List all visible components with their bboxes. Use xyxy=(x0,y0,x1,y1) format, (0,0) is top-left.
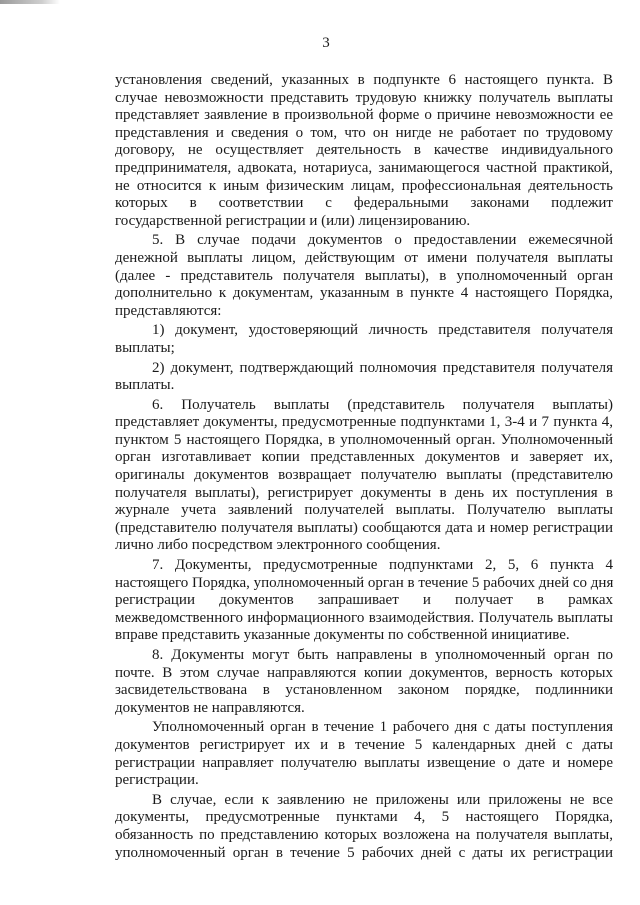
text-line: 2) документ, подтверждающий полномочия представителя получателя xyxy=(152,359,613,376)
text-line: регистрации направляет получателю выплаты извещение о дате и номере xyxy=(115,754,613,771)
paragraph xyxy=(115,557,613,645)
document-body xyxy=(115,72,613,864)
text-line: 6. Получатель выплаты (представитель получателя выплаты) xyxy=(152,396,613,413)
paragraph xyxy=(115,360,613,395)
text-line: которых в соответствии с федеральными законами подлежит xyxy=(115,195,613,212)
text-line: засвидетельствована в установленном законом порядке, подлинники xyxy=(115,682,613,699)
paragraph xyxy=(115,232,613,320)
text-line: обязанность по представлению которых возложена на получателя выплаты, xyxy=(115,826,613,843)
text-line: оригиналы документов возвращает получателю выплаты (представителю xyxy=(115,467,613,484)
paragraph xyxy=(115,647,613,717)
text-line: пунктом 5 настоящего Порядка, в уполномоченный орган. Уполномоченный xyxy=(115,431,613,448)
text-line: почте. В этом случае направляются копии документов, верность которых xyxy=(115,664,613,681)
paragraph xyxy=(115,322,613,357)
text-line: (представителю получателя выплаты) сообщаются дата и номер регистрации xyxy=(115,519,613,536)
text-line: 8. Документы могут быть направлены в уполномоченный орган по xyxy=(152,647,613,663)
text-line: лично либо посредством электронного сообщения. xyxy=(115,537,441,554)
text-line: 7. Документы, предусмотренные подпунктами 2, 5, 6 пункта 4 xyxy=(152,557,613,574)
text-line: представляются: xyxy=(115,302,222,319)
text-line: выплаты. xyxy=(115,377,175,394)
text-line: регистрации документов запрашивает и получает в рамках xyxy=(115,592,613,609)
text-line: документов регистрирует их и в течение 5 календарных дней с даты xyxy=(115,736,613,753)
text-line: предпринимателя, адвоката, нотариуса, занимающегося частной практикой, xyxy=(115,159,613,176)
text-line: государственной регистрации и (или) лицензированию. xyxy=(115,212,471,229)
paragraph xyxy=(115,792,613,862)
page-number: 3 xyxy=(322,35,330,51)
text-line: регистрации. xyxy=(115,772,199,789)
text-line: договору, не осуществляет деятельность в качестве индивидуального xyxy=(115,142,613,159)
text-line: 5. В случае подачи документов о предоставлении ежемесячной xyxy=(152,232,613,249)
text-line: Уполномоченный орган в течение 1 рабочего дня с даты поступления xyxy=(152,719,613,736)
text-line: представляет заявление в произвольной форме о причине невозможности ее xyxy=(115,107,613,124)
text-line: дополнительно к документам, указанным в пункте 4 настоящего Порядка, xyxy=(115,285,613,302)
text-line: (далее - представитель получателя выплаты), в уполномоченный орган xyxy=(115,267,613,284)
paragraph xyxy=(115,397,613,555)
text-line: орган изготавливает копии представленных документов и заверяет их, xyxy=(115,449,613,466)
text-line: не относится к иным физическим лицам, профессиональная деятельность xyxy=(115,177,613,194)
text-line: вправе представить указанные документы по собственной инициативе. xyxy=(115,627,570,644)
text-line: документов не направляются. xyxy=(115,699,305,716)
text-line: представляет документы, предусмотренные подпунктами 1, 3-4 и 7 пункта 4, xyxy=(115,414,613,431)
text-line: документы, предусмотренные пунктами 4, 5 настоящего Порядка, xyxy=(115,809,613,826)
text-line: выплаты; xyxy=(115,339,175,356)
text-line: установления сведений, указанных в подпункте 6 настоящего пункта. В xyxy=(115,72,613,88)
scan-edge-mark xyxy=(0,0,60,4)
text-line: В случае, если к заявлению не приложены или приложены не все xyxy=(152,791,613,808)
text-line: журнале учета заявлений получателей выплаты. Получателю выплаты xyxy=(115,502,613,519)
text-line: межведомственного информационного взаимодействия. Получатель выплаты xyxy=(115,609,613,626)
paragraph xyxy=(115,72,613,230)
text-line: представления и сведения о том, что он нигде не работает по трудовому xyxy=(115,124,613,141)
text-line: настоящего Порядка, уполномоченный орган в течение 5 рабочих дней со дня xyxy=(115,574,614,591)
text-line: 1) документ, удостоверяющий личность представителя получателя xyxy=(152,322,613,339)
paragraph xyxy=(115,719,613,789)
text-line: случае невозможности представить трудовую книжку получатель выплаты xyxy=(115,89,613,106)
text-line: уполномоченный орган в течение 5 рабочих дней с даты их регистрации xyxy=(115,844,613,861)
text-line: получателя выплаты), регистрирует документы в день их поступления в xyxy=(115,484,613,501)
text-line: денежной выплаты лицом, действующим от имени получателя выплаты xyxy=(115,249,613,266)
